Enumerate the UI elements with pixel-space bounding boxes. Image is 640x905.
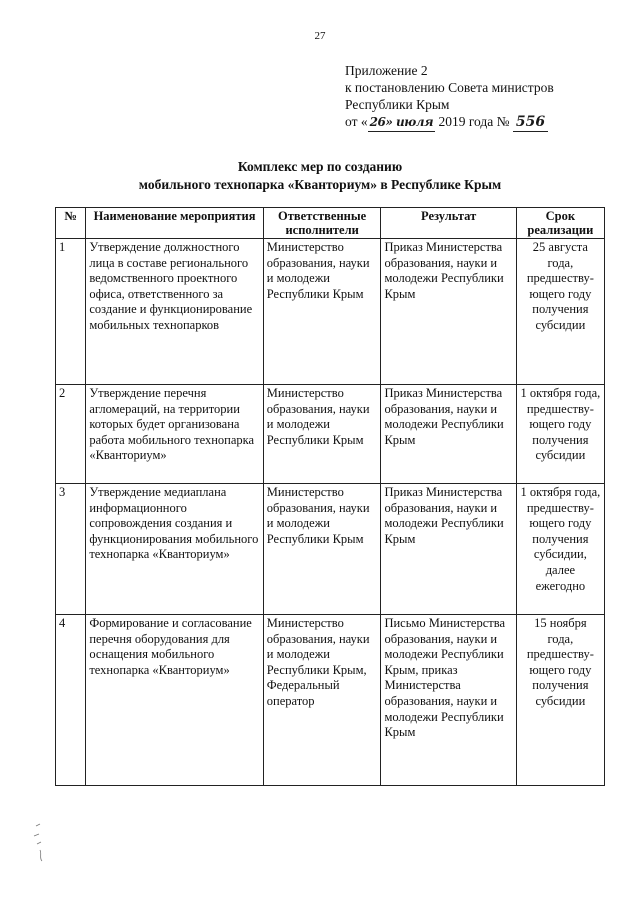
table-row <box>56 615 605 786</box>
handwritten-date <box>368 114 435 132</box>
cell-name: Формирование и согласование перечня оборудования для оснащения мобильного технопарка «Кванториум» <box>86 615 263 786</box>
cell-executors: Министерство образования, науки и молодежи Республики Крым, Федеральный оператор <box>263 615 381 786</box>
appendix-date-line <box>345 113 554 132</box>
header-executors: Ответственные исполнители <box>263 208 381 239</box>
page-number: 27 <box>314 30 326 42</box>
cell-name: Утверждение медиаплана информационного сопровождения создания и функционирования мобильного технопарка «Кванториум» <box>86 484 263 615</box>
cell-name: Утверждение должностного лица в составе регионального ведомственного проектного офиса, ответственного за создание и функционирование мобильных технопарков <box>86 239 263 385</box>
date-year: 2019 года № <box>438 114 510 129</box>
cell-result: Письмо Министерства образования, науки и молодежи Республики Крым, приказ Министерства образования, науки и молодежи Республики Крым <box>381 615 516 786</box>
header-result: Результат <box>381 208 516 239</box>
table-row <box>56 385 605 484</box>
header-term: Срок реализации <box>516 208 604 239</box>
cell-num: 2 <box>56 385 86 484</box>
cell-term: 15 ноября года, предшеству-ющего году получения субсидии <box>516 615 604 786</box>
header-name: Наименование мероприятия <box>86 208 263 239</box>
date-day: 26 <box>369 115 386 129</box>
cell-name: Утверждение перечня агломераций, на территории которых будет организована работа мобильного технопарка «Кванториум» <box>86 385 263 484</box>
cell-result: Приказ Министерства образования, науки и молодежи Республики Крым <box>381 385 516 484</box>
cell-result: Приказ Министерства образования, науки и молодежи Республики Крым <box>381 239 516 385</box>
margin-mark <box>30 822 60 862</box>
cell-num: 4 <box>56 615 86 786</box>
date-prefix: от « <box>345 114 368 129</box>
cell-result: Приказ Министерства образования, науки и молодежи Республики Крым <box>381 484 516 615</box>
cell-executors: Министерство образования, науки и молодежи Республики Крым <box>263 239 381 385</box>
appendix-government-line: Республики Крым <box>345 97 450 112</box>
document-title <box>0 158 640 194</box>
table-row <box>56 484 605 615</box>
cell-term: 25 августа года, предшеству-ющего году получения субсидии <box>516 239 604 385</box>
table-header-row <box>56 208 605 239</box>
appendix-resolution-line: к постановлению Совета министров <box>345 80 554 95</box>
date-month: » июля <box>385 115 434 129</box>
title-line-1: Комплекс мер по созданию <box>237 159 403 174</box>
cell-executors: Министерство образования, науки и молодежи Республики Крым <box>263 484 381 615</box>
cell-num: 3 <box>56 484 86 615</box>
cell-term: 1 октября года, предшеству-ющего году получения субсидии, далее ежегодно <box>516 484 604 615</box>
title-line-2: мобильного технопарка «Кванториум» в Республике Крым <box>138 177 502 192</box>
cell-num: 1 <box>56 239 86 385</box>
header-num: № <box>56 208 86 239</box>
handwritten-doc-number: 556 <box>513 114 548 132</box>
measures-table <box>55 207 605 786</box>
appendix-title: Приложение 2 <box>345 63 428 78</box>
cell-executors: Министерство образования, науки и молодежи Республики Крым <box>263 385 381 484</box>
appendix-block <box>345 62 554 132</box>
cell-term: 1 октября года, предшеству-ющего году получения субсидии <box>516 385 604 484</box>
table-row <box>56 239 605 385</box>
